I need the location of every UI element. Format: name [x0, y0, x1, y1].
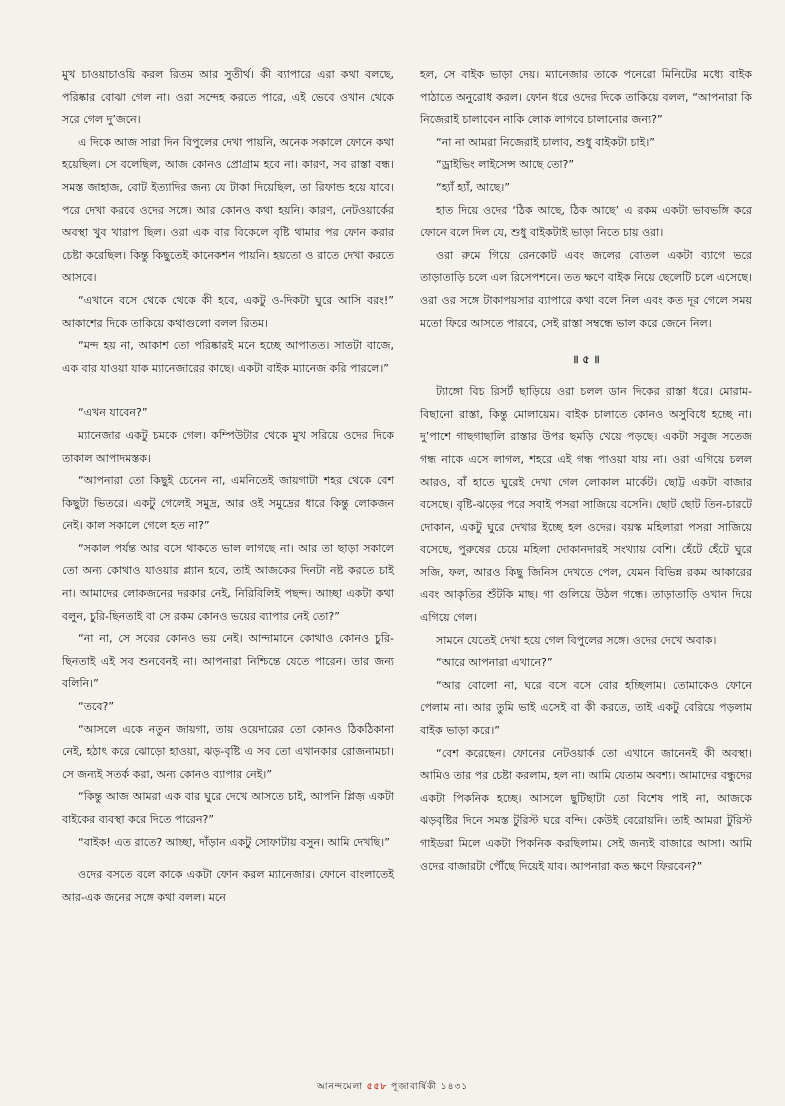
left-column: [62, 64, 394, 909]
paragraph: ম্যানেজার একটু চমকে গেল। কম্পিউটার থেকে মুখ সরিয়ে ওদের দিকে তাকাল আপাদমস্তক।: [62, 428, 394, 465]
page-footer: [0, 1079, 785, 1094]
paragraph: “না না আমরা নিজেরাই চালাব, শুধু বাইকটা চাই।”: [436, 135, 655, 149]
paragraph: সামনে যেতেই দেখা হয়ে গেল বিপুলের সঙ্গে। ওদের দেখে অবাক।: [436, 633, 717, 647]
paragraph: হল, সে বাইক ভাড়া দেয়। ম্যানেজার তাকে পনেরো মিনিটের মধ্যে বাইক পাঠাতে অনুরোধ করল। ফোন ধরে ওদের দিকে তাকিয়ে বলল, “আপনারা কি নিজেরাই চালাবেন নাকি লোক লাগবে চালানোর জন্য?”: [420, 68, 752, 127]
paragraph: “মন্দ হয় না, আকাশ তো পরিষ্কারই মনে হচ্ছে আপাতত। সাতটা বাজে, এক বার যাওয়া যাক ম্যানেজারের কাছে। একটা বাইক ম্যানেজ করি পারলে।”: [62, 339, 394, 375]
paragraph: “বেশ করেছেন। ফোনের নেটওয়ার্ক তো এখানে জানেনই কী অবস্থা। আমিও তার পর চেষ্টা করলাম, হল না। আমি যেতাম অবশ্য। আমাদের বন্ধুদের একটা পিকনিক হচ্ছে। আসলে ছুটিছাটা তো বিশেষ পাই না, আজকে ঝড়বৃষ্টির দিনে সমস্ত টুরিস্ট ঘরে বন্দি। কেউই বেরোয়নি। তাই আমরা টুরিস্ট গাইডরা মিলে একটা পিকনিক করছিলাম। সেই জন্যই বাজারে আসা। আমি ওদের বাজারটা পৌঁছে দিয়েই যাব। আপনারা কত ক্ষণে ফিরবেন?”: [420, 746, 752, 873]
paragraph: “না না, সে সবের কোনও ভয় নেই। আন্দামানে কোথাও কোনও চুরি-ছিনতাই এই সব শুনবেনই না। আপনারা নিশ্চিন্তে যেতে পারেন। তার জন্য বলিনি।”: [62, 632, 394, 691]
paragraph: “আরে আপনারা এখানে?”: [436, 656, 553, 670]
paragraph: এ দিকে আজ সারা দিন বিপুলের দেখা পায়নি, অনেক সকালে ফোনে কথা হয়েছিল। সে বলেছিল, আজ কোনও প্রোগ্রাম হবে না। কারণ, সব রাস্তা বন্ধ। সমস্ত জাহাজ, বোট ইত্যাদির জন্য যে টাকা দিয়েছিল, তা রিফান্ড হয়ে যাবে। পরে দেখা করবে ওদের সঙ্গে। আর কোনও কথা হয়নি। কারণ, নেটওয়ার্কের অবস্থা খুব খারাপ ছিল। ওরা এক বার বিকেলে বৃষ্টি থামার পর ফোন করার চেষ্টা করেছিল। কিন্তু কিছুতেই কানেকশন পায়নি। হয়তো ও রাতে দেখা করতে আসবে।: [62, 135, 394, 285]
paragraph: “এখানে বসে থেকে থেকে কী হবে, একটু ও-দিকটা ঘুরে আসি বরং!” আকাশের দিকে তাকিয়ে কথাগুলো বলল রিতম।: [62, 293, 394, 330]
issue-label: পূজাবার্ষিকী ১৪৩১: [391, 1082, 469, 1092]
paragraph: ওদের বসতে বলে কাকে একটা ফোন করল ম্যানেজার। ফোনে বাংলাতেই আর-এক জনের সঙ্গে কথা বলল। মনে: [62, 868, 394, 904]
paragraph: হাত দিয়ে ওদের ‘ঠিক আছে, ঠিক আছে’ এ রকম একটা ভাবভঙ্গি করে ফোনে বলে দিল যে, শুধু বাইকটাই ভাড়া নিতে চায় ওরা।: [420, 203, 752, 240]
paragraph: ওরা রুমে গিয়ে রেনকোট এবং জলের বোতল একটা ব্যাগে ভরে তাড়াতাড়ি চলে এল রিসেপশনে। তত ক্ষণে বাইক নিয়ে ছেলেটি চলে এসেছে। ওরা ওর সঙ্গে টাকাপয়সার ব্যাপারে কথা বলে নিল এবং কত দূর গেলে সময় মতো ফিরে আসতে পারবে, সেই রাস্তা সম্বন্ধে ভাল করে জেনে নিল।: [420, 248, 752, 330]
paragraph: “তবে?”: [78, 700, 115, 714]
paragraph-gap: [62, 380, 394, 402]
paragraph: “ড্রাইভিং লাইসেন্স আছে তো?”: [436, 158, 575, 172]
paragraph: ট্যাঙ্গো বিচ রিসর্ট ছাড়িয়ে ওরা চলল ডান দিকের রাস্তা ধরে। মোরাম-বিছানো রাস্তা, কিন্তু মোলায়েম। বাইক চালাতে কোনও অসুবিধে হচ্ছে না। দু’পাশে গাছগাছালি রাস্তার উপর ছমড়ি খেয়ে পড়ছে। একটা সবুজ সতেজ গন্ধ নাকে এসে লাগল, শহরে এই গন্ধ পাওয়া যায় না। ওরা এগিয়ে চলল আরও, বাঁ হাতে ঘুরেই দেখা গেল লোকাল মার্কেট। ছোট্ট একটা বাজার বসেছে। বৃষ্টি-ঝড়ের পরে সবাই পসরা সাজিয়ে বসেনি। ছোট ছোট তিন-চারটে দোকান, একটু ঘুরে দেখার ইচ্ছে হল ওদের। বয়স্ক মহিলারা পসরা সাজিয়ে বসেছে, পুরুষের চেয়ে মহিলা দোকানদারই সংখ্যায় বেশি। হেঁটে হেঁটে ঘুরে সজি, ফল, আরও কিছু জিনিস দেখতে পেল, যেমন বিভিন্ন রকম আকারের এবং আকৃতির শুঁটকি মাছ। গা গুলিয়ে উঠল গন্ধে। তাড়াতাড়ি ওখান দিয়ে এগিয়ে গেল।: [420, 385, 752, 625]
paragraph-gap: [62, 854, 394, 864]
paragraph: “সকাল পর্যন্ত আর বসে থাকতে ভাল লাগছে না। আর তা ছাড়া সকালে তো অন্য কোথাও যাওয়ার প্ল্যান হবে, তাই আজকের দিনটা নষ্ট করতে চাই না। আমাদের লোকজনের দরকার নেই, নিরিবিলিই পছন্দ। আচ্ছা একটা কথা বলুন, চুরি-ছিনতাই বা সে রকম কোনও ভয়ের ব্যাপার নেই তো?”: [62, 541, 394, 623]
paragraph: “আপনারা তো কিছুই চেনেন না, এমনিতেই জায়গাটা শহর থেকে বেশ কিছুটা ভিতরে। একটু গেলেই সমুদ্র, আর ওই সমুদ্রের ধারে কিন্তু লোকজন নেই। কাল সকালে গেলে হত না?”: [62, 474, 394, 533]
section-marker: ॥ ৫ ॥: [572, 353, 600, 367]
paragraph: “এখন যাবেন?”: [78, 406, 148, 420]
magazine-name: আনন্দমেলা: [316, 1082, 363, 1092]
paragraph: মুখ চাওয়াচাওয়ি করল রিতম আর সুতীর্থ। কী ব্যাপারে এরা কথা বলছে, পরিষ্কার বোঝা গেল না। ওরা সন্দেহ করতে পারে, এই ভেবে ওখান থেকে সরে গেল দু’জনে।: [62, 68, 394, 127]
page-number: ৫৫৮: [366, 1082, 388, 1092]
paragraph: “বাইক! এত রাতে? আচ্ছা, দাঁড়ান একটু সোফাটায় বসুন। আমি দেখছি।”: [78, 835, 390, 849]
paragraph: “হ্যাঁ হ্যাঁ, আছে।”: [436, 180, 511, 194]
paragraph: “কিন্তু আজ আমরা এক বার ঘুরে দেখে আসতে চাই, আপনি প্লিজ় একটা বাইকের ব্যবস্থা করে দিতে পারেন?”: [62, 790, 394, 826]
paragraph: “আর বোলো না, ঘরে বসে বসে বোর হচ্ছিলাম। তোমাকেও ফোনে পেলাম না। আর তুমি ভাই এসেই বা কী করতে, তাই একটু বেরিয়ে পড়লাম বাইক ভাড়া করে।”: [420, 678, 752, 738]
right-column: [420, 64, 752, 878]
paragraph: “আসলে একে নতুন জায়গা, তায় ওয়েদারের তো কোনও ঠিকঠিকানা নেই, হঠাৎ করে ঝোড়ো হাওয়া, ঝড়-বৃষ্টি এ সব তো এখানকার রোজনামচা। সে জন্যই সতর্ক করা, অন্য কোনও ব্যাপার নেই।”: [62, 722, 394, 781]
